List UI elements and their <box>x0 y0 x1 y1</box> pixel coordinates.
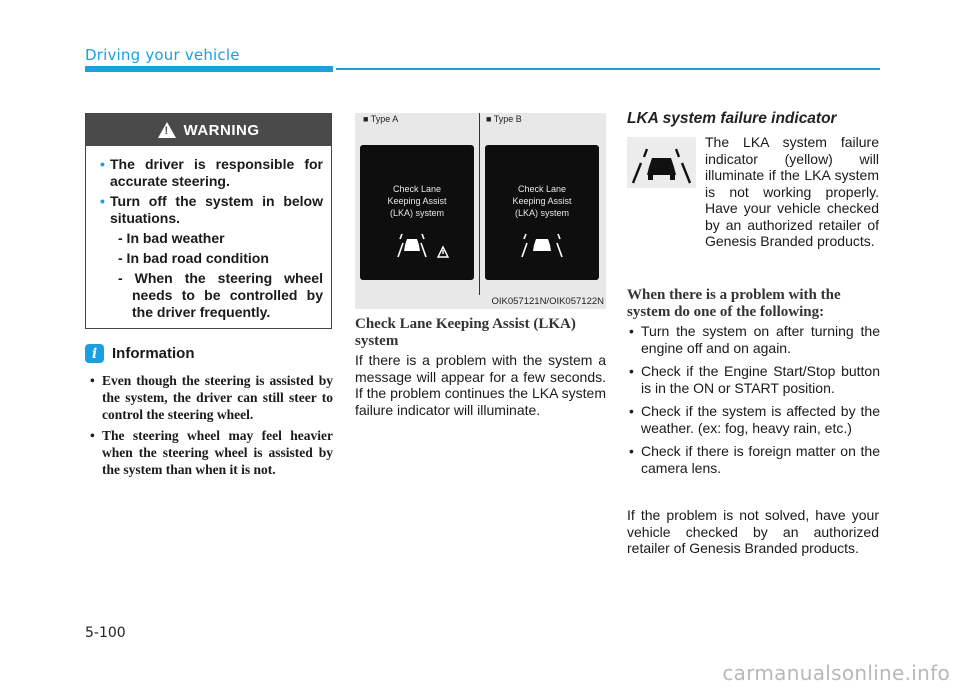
figure-code: OIK057121N/OIK057122N <box>491 296 604 307</box>
list-item-text: Turn the system on after turning the engine off and on again. <box>641 323 880 356</box>
lka-warning-icon <box>360 145 474 280</box>
watermark: carmanualsonline.info <box>722 661 950 685</box>
bullet-icon: • <box>100 156 105 172</box>
figure-divider <box>479 113 480 295</box>
cluster-screen-type-b <box>485 145 599 280</box>
warning-item-text: Turn off the system in below situations. <box>110 193 323 226</box>
warning-title: WARNING <box>183 121 260 139</box>
bullet-icon: • <box>90 428 95 443</box>
cluster-message-figure <box>355 113 606 309</box>
screen-line: (LKA) system <box>514 208 569 218</box>
cluster-screen-type-a <box>360 145 474 280</box>
page-number: 5-100 <box>85 625 126 641</box>
lka-icon <box>485 145 599 280</box>
warning-item-text: The driver is responsible for accurate steering. <box>110 156 323 189</box>
screen-line: Keeping Assist <box>512 196 572 206</box>
lka-failure-indicator-icon <box>627 137 696 188</box>
lka-message-heading: Check Lane Keeping Assist (LKA) system <box>355 316 576 349</box>
header-rule-thick <box>85 66 333 72</box>
warning-item <box>100 193 323 227</box>
section-title: Driving your vehicle <box>85 46 240 64</box>
list-item <box>627 363 880 396</box>
bullet-icon: • <box>629 443 634 459</box>
information-list <box>90 372 333 482</box>
bullet-icon: • <box>90 373 95 388</box>
information-title: Information <box>112 345 195 362</box>
bullet-icon: • <box>100 193 105 209</box>
warning-body <box>86 146 331 321</box>
list-item <box>627 403 880 436</box>
list-item <box>627 323 880 356</box>
type-a-label: ■ Type A <box>363 114 399 124</box>
information-item-text: Even though the steering is assisted by the system, the driver can still steer to control the steering wheel. <box>102 373 333 422</box>
lka-car-lanes-icon <box>627 137 696 188</box>
failure-indicator-text: The LKA system failure indicator (yellow) will illuminate if the LKA system is not working properly. Have your vehicle checked by an authorized retailer of Genesis Branded products. <box>705 134 879 249</box>
list-item-text: Check if there is foreign matter on the camera lens. <box>641 443 880 476</box>
lka-message-paragraph: If there is a problem with the system a message will appear for a few seconds. If the problem continues the LKA system failure indicator will illuminate. <box>355 352 606 418</box>
list-item-text: Check if the Engine Start/Stop button is in the ON or START position. <box>641 363 880 396</box>
warning-box <box>85 113 332 329</box>
info-icon: i <box>85 344 104 363</box>
header-rule-thin <box>336 68 880 70</box>
final-paragraph: If the problem is not solved, have your vehicle checked by an authorized retailer of Genesis Branded products. <box>627 507 879 556</box>
warning-subitem: - In bad road condition <box>118 250 269 266</box>
screen-line: (LKA) system <box>389 208 444 218</box>
warning-item <box>100 156 323 190</box>
screen-line: Keeping Assist <box>387 196 447 206</box>
bullet-icon: • <box>629 323 634 339</box>
bullet-icon: • <box>629 363 634 379</box>
warning-subitem: - In bad weather <box>118 230 225 246</box>
screen-line: Check Lane <box>392 184 442 194</box>
problem-subheading: When there is a problem with the system do one of the following: <box>627 287 841 320</box>
warning-subitem: - When the steering wheel needs to be controlled by the driver frequently. <box>118 270 323 320</box>
list-item-text: Check if the system is affected by the weather. (ex: fog, heavy rain, etc.) <box>641 403 880 436</box>
list-item <box>90 372 333 423</box>
problem-list <box>627 323 880 483</box>
list-item <box>90 427 333 478</box>
failure-indicator-title: LKA system failure indicator <box>627 110 837 127</box>
warning-triangle-icon <box>158 122 176 138</box>
information-item-text: The steering wheel may feel heavier when the steering wheel is assisted by the system than when it is not. <box>102 428 333 477</box>
information-header <box>85 344 195 363</box>
screen-line: Check Lane <box>517 184 567 194</box>
type-b-label: ■ Type B <box>486 114 522 124</box>
warning-sublist <box>100 230 323 321</box>
warning-header <box>86 114 331 146</box>
bullet-icon: • <box>629 403 634 419</box>
list-item <box>627 443 880 476</box>
